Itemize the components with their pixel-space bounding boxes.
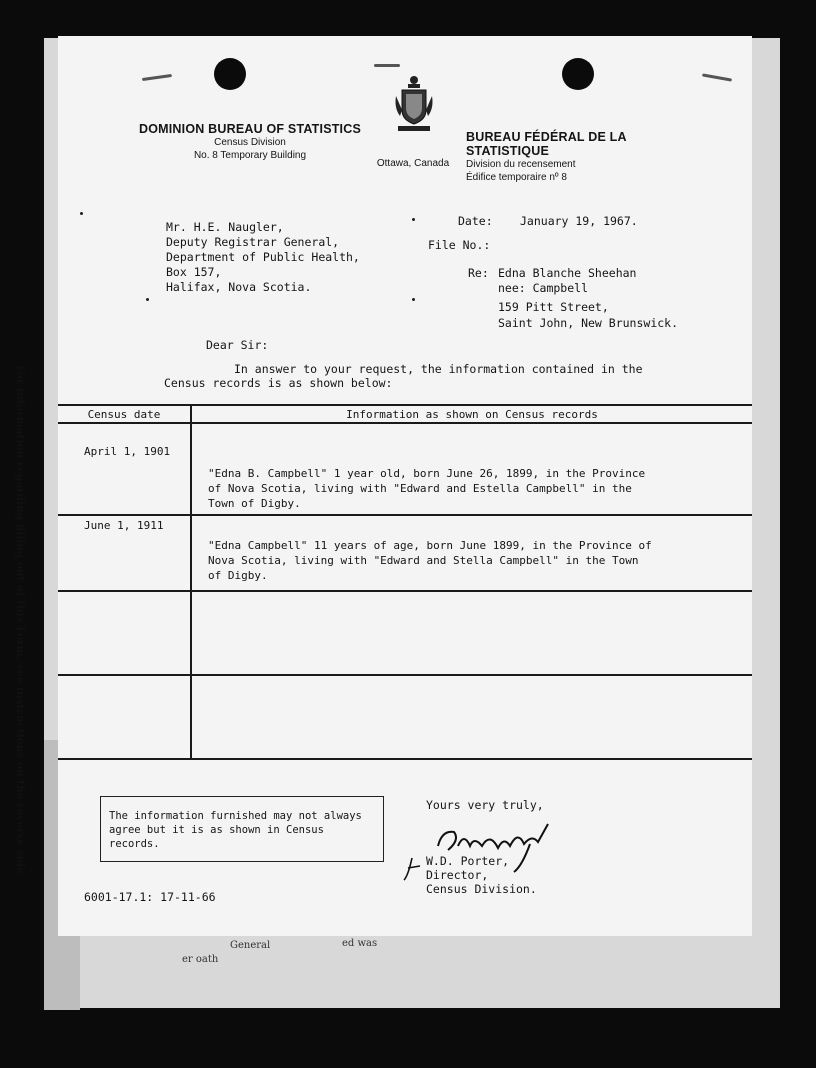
re-line: nee: Campbell — [498, 281, 589, 295]
column-header-information: Information as shown on Census records — [346, 408, 598, 421]
table-row-info: "Edna Campbell" 11 years of age, born June 1899, in the Province of Nova Scotia, living with "Edward and Stella Campbell" in the Town of Digby. — [208, 539, 652, 582]
header-french — [466, 130, 706, 184]
table-rule — [58, 422, 752, 424]
addressee-line: Box 157, — [166, 265, 222, 279]
re-line: Saint John, New Brunswick. — [498, 316, 679, 330]
signer-title: Director, — [426, 868, 489, 882]
intro-line: Census records is as shown below: — [164, 376, 393, 390]
census-records-table — [58, 404, 752, 760]
punch-hole — [562, 58, 594, 90]
side-instruction-text: For information regarding filling out of this Form, see instructions on the reverse side. — [14, 365, 26, 878]
margin-dot — [412, 218, 415, 221]
underlying-text-fragment: General — [230, 940, 271, 951]
table-row-date: June 1, 1911 — [84, 519, 164, 532]
staple — [142, 74, 172, 81]
header-english-building: No. 8 Temporary Building — [193, 150, 307, 161]
intro-line: In answer to your request, the information contained in the — [234, 362, 643, 376]
staple — [374, 64, 400, 67]
coat-of-arms-icon — [392, 74, 436, 136]
signer-division: Census Division. — [426, 882, 537, 896]
underlying-text-fragment: ed was — [342, 938, 378, 949]
closing: Yours very truly, — [426, 798, 544, 812]
header-english-division: Census Division — [214, 137, 286, 148]
table-rule — [58, 590, 752, 592]
table-rule — [58, 514, 752, 516]
addressee-line: Halifax, Nova Scotia. — [166, 280, 312, 294]
re-line: 159 Pitt Street, — [498, 300, 609, 314]
table-rule — [58, 758, 752, 760]
margin-dot — [412, 298, 415, 301]
underlying-text-fragment: er oath — [182, 954, 219, 965]
table-rule — [58, 404, 752, 406]
side-instruction-note — [8, 365, 44, 878]
re-line: Edna Blanche Sheehan — [498, 266, 637, 280]
addressee-line: Mr. H.E. Naugler, — [166, 220, 284, 234]
column-header-census-date: Census date — [87, 408, 161, 421]
salutation: Dear Sir: — [206, 338, 269, 352]
signer-name: W.D. Porter, — [426, 854, 510, 868]
table-row-info: "Edna B. Campbell" 1 year old, born June 26, 1899, in the Province of Nova Scotia, living with "Edward and Estella Campbell" in the Town of Digby. — [208, 467, 646, 510]
form-number: 6001-17.1: 17-11-66 — [84, 890, 216, 904]
margin-dot — [146, 298, 149, 301]
date-value: January 19, 1967. — [520, 214, 638, 228]
header-french-division: Division du recensement — [466, 159, 576, 170]
table-column-divider — [190, 404, 192, 758]
header-english-title: DOMINION BUREAU OF STATISTICS — [139, 122, 361, 136]
file-number-label: File No.: — [428, 238, 491, 252]
header-location: Ottawa, Canada — [376, 158, 450, 169]
re-label: Re: — [468, 266, 489, 280]
table-rule — [58, 674, 752, 676]
addressee-line: Deputy Registrar General, — [166, 235, 340, 249]
letter-sheet — [58, 36, 752, 936]
date-label: Date: — [458, 214, 493, 228]
header-french-building: Édifice temporaire nº 8 — [466, 172, 567, 183]
margin-dot — [80, 212, 83, 215]
header-french-title: BUREAU FÉDÉRAL DE LA STATISTIQUE — [466, 130, 627, 158]
disclaimer-box: The information furnished may not always agree but it is as shown in Census records. — [100, 796, 384, 862]
addressee-line: Department of Public Health, — [166, 250, 360, 264]
header-english — [138, 122, 362, 162]
table-row-date: April 1, 1901 — [84, 445, 171, 458]
punch-hole — [214, 58, 246, 90]
staple — [702, 73, 732, 81]
